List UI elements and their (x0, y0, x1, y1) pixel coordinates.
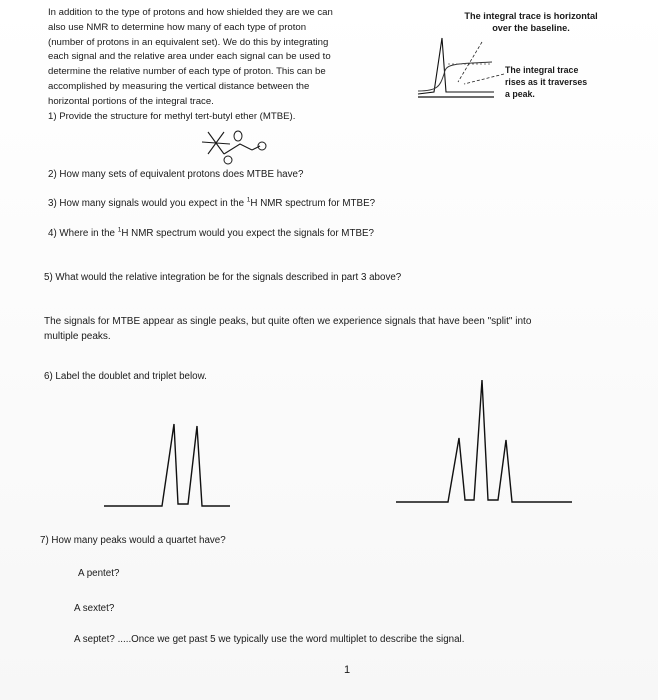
note-line: rises as it traverses (505, 77, 588, 87)
intro-line: In addition to the type of protons and how shielded they are we can (48, 7, 333, 18)
question-7-septet: A septet? .....Once we get past 5 we typically use the word multiplet to describe the signal. (74, 634, 465, 645)
question-6: 6) Label the doublet and triplet below. (44, 371, 207, 382)
page-number: 1 (344, 664, 351, 676)
note-line: a peak. (505, 89, 535, 99)
q3-text-b: H NMR spectrum for MTBE? (250, 198, 376, 209)
intro-line: accomplished by measuring the vertical distance between the (48, 80, 310, 92)
question-7-sextet: A sextet? (74, 603, 115, 614)
q3-superscript: 1 (246, 196, 251, 204)
handwritten-mtbe-sketch (200, 124, 270, 172)
question-4 (48, 228, 374, 239)
paragraph-line: The signals for MTBE appear as single peaks, but quite often we experience signals that have been "split" into (44, 316, 532, 327)
intro-line: (number of protons in an equivalent set). We do this by integrating (48, 36, 329, 48)
q4-superscript: 1 (117, 226, 122, 234)
intro-line: also use NMR to determine how many of each type of proton (48, 21, 307, 33)
q4-text-a: 4) Where in the (48, 228, 118, 239)
question-2: 2) How many sets of equivalent protons does MTBE have? (48, 169, 304, 180)
question-3 (48, 198, 375, 209)
splitting-paragraph (44, 314, 644, 344)
integral-note-side (505, 64, 615, 100)
paragraph-line: multiple peaks. (44, 331, 111, 342)
note-line: over the baseline. (492, 23, 570, 33)
triplet-spectrum (394, 380, 574, 510)
intro-line: horizontal portions of the integral trace. (48, 95, 214, 107)
note-line: The integral trace is horizontal (464, 11, 598, 21)
intro-paragraph (48, 6, 408, 124)
intro-line: determine the relative number of each type of proton. This can be (48, 66, 326, 78)
integral-note-top (446, 10, 616, 34)
question-7: 7) How many peaks would a quartet have? (40, 535, 226, 546)
note-line: The integral trace (505, 65, 579, 75)
q4-text-b: H NMR spectrum would you expect the signals for MTBE? (121, 228, 374, 239)
q3-text-a: 3) How many signals would you expect in the (48, 198, 247, 209)
question-1: 1) Provide the structure for methyl tert-butyl ether (MTBE). (48, 110, 296, 122)
doublet-spectrum (102, 404, 232, 514)
intro-line: each signal and the relative area under each signal can be used to (48, 51, 331, 63)
question-7-pentet: A pentet? (78, 568, 120, 579)
question-5: 5) What would the relative integration be for the signals described in part 3 above? (44, 272, 402, 283)
integral-trace-diagram (412, 34, 502, 104)
